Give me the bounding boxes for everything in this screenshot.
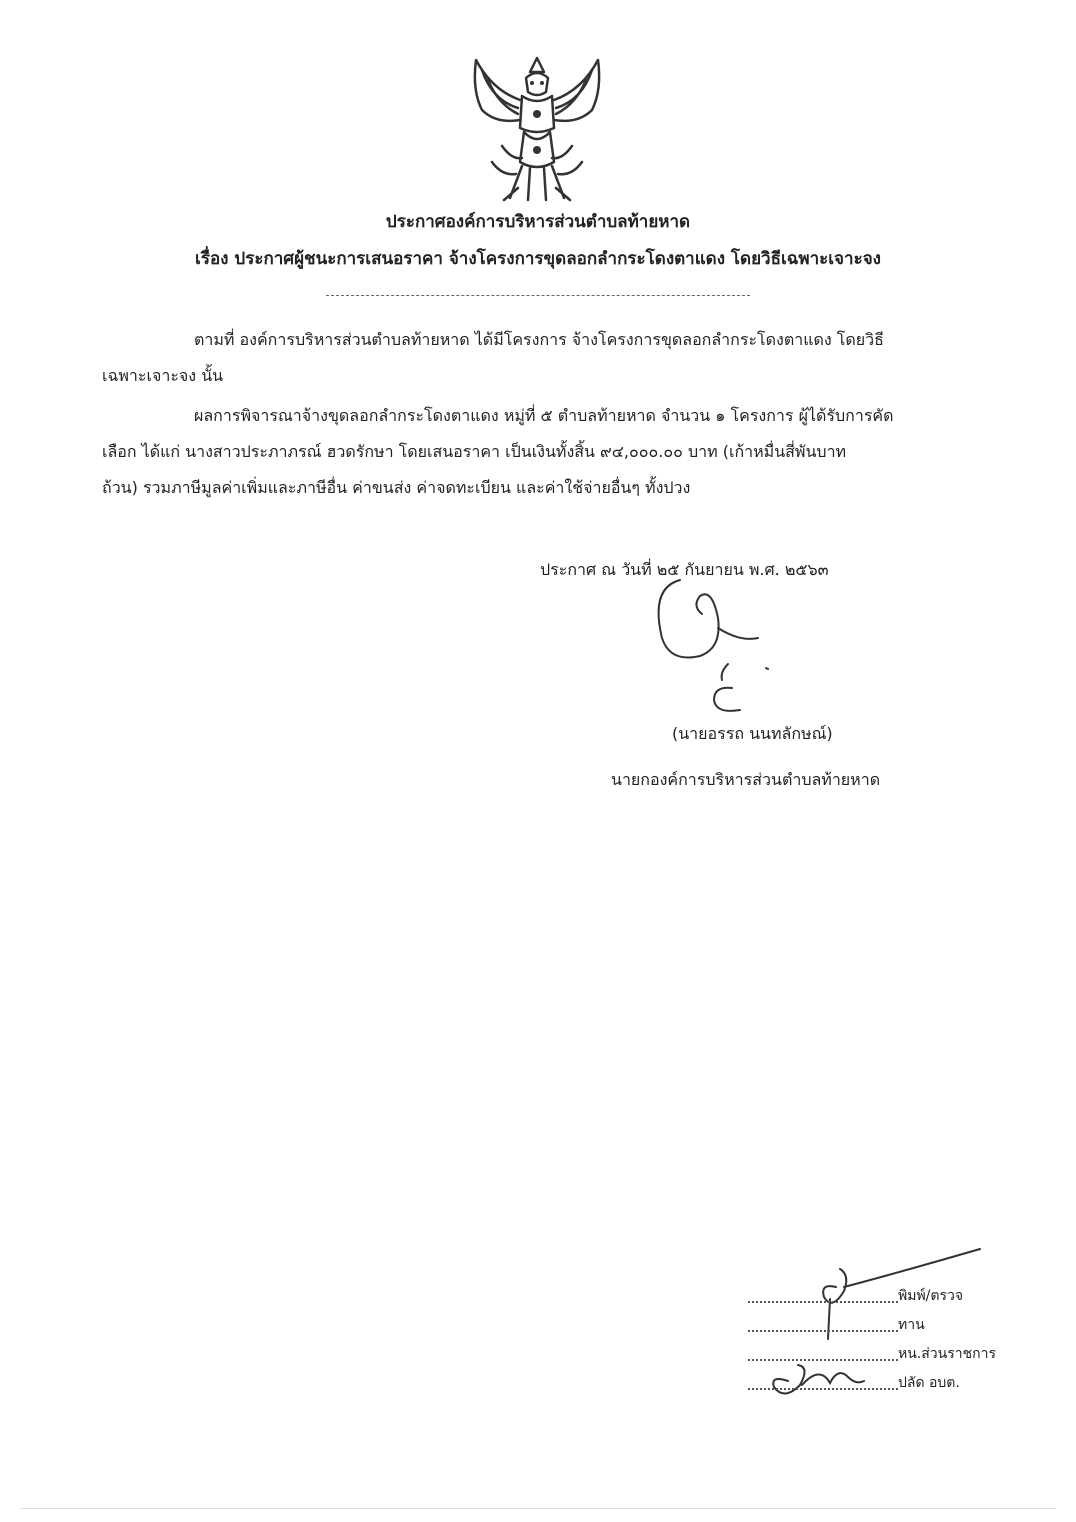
review-row-label: หน.ส่วนราชการ <box>898 1346 996 1362</box>
review-row-label: พิมพ์/ตรวจ <box>898 1288 964 1304</box>
dashed-divider <box>326 295 750 296</box>
paragraph-result-line-1: ผลการพิจารณาจ้างขุดลอกลำกระโดงตาแดง หมู่ที่ ๕ ตำบลท้ายหาด จำนวน ๑ โครงการ ผู้ได้รับการคัด <box>194 406 894 425</box>
review-row <box>748 1307 1018 1336</box>
paragraph-result <box>102 398 972 506</box>
announcement-date: ประกาศ ณ วันที่ ๒๕ กันยายน พ.ศ. ๒๕๖๓ <box>540 560 829 579</box>
paragraph-result-line-2: เลือก ได้แก่ นางสาวประภาภรณ์ ฮวดรักษา โดยเสนอราคา เป็นเงินทั้งสิ้น ๙๔,๐๐๐.๐๐ บาท (เก้าหมื่นสี่พันบาท <box>102 442 847 461</box>
paragraph-intro-line-2: เฉพาะเจาะจง นั้น <box>102 366 224 385</box>
review-row-label: ทาน <box>898 1317 925 1333</box>
review-row <box>748 1365 1018 1394</box>
page-bottom-edge <box>20 1508 1056 1509</box>
signer-position: นายกองค์การบริหารส่วนตำบลท้ายหาด <box>611 770 881 789</box>
review-block <box>748 1278 1018 1394</box>
handwritten-signature <box>640 568 780 728</box>
paragraph-result-line-3: ถ้วน) รวมภาษีมูลค่าเพิ่มและภาษีอื่น ค่าขนส่ง ค่าจดทะเบียน และค่าใช้จ่ายอื่นๆ ทั้งปวง <box>102 478 691 497</box>
announcement-subject: เรื่อง ประกาศผู้ชนะการเสนอราคา จ้างโครงการขุดลอกลำกระโดงตาแดง โดยวิธีเฉพาะเจาะจง <box>195 249 881 269</box>
review-row <box>748 1336 1018 1365</box>
garuda-emblem-icon <box>462 50 612 210</box>
paragraph-intro-line-1: ตามที่ องค์การบริหารส่วนตำบลท้ายหาด ได้มีโครงการ จ้างโครงการขุดลอกลำกระโดงตาแดง โดยวิธี <box>194 330 884 349</box>
review-row-label: ปลัด อบต. <box>898 1375 960 1391</box>
signer-name: (นายอรรถ นนทลักษณ์) <box>672 724 833 743</box>
paragraph-intro <box>102 322 972 394</box>
review-row <box>748 1278 1018 1307</box>
announcement-title: ประกาศองค์การบริหารส่วนตำบลท้ายหาด <box>385 212 691 232</box>
